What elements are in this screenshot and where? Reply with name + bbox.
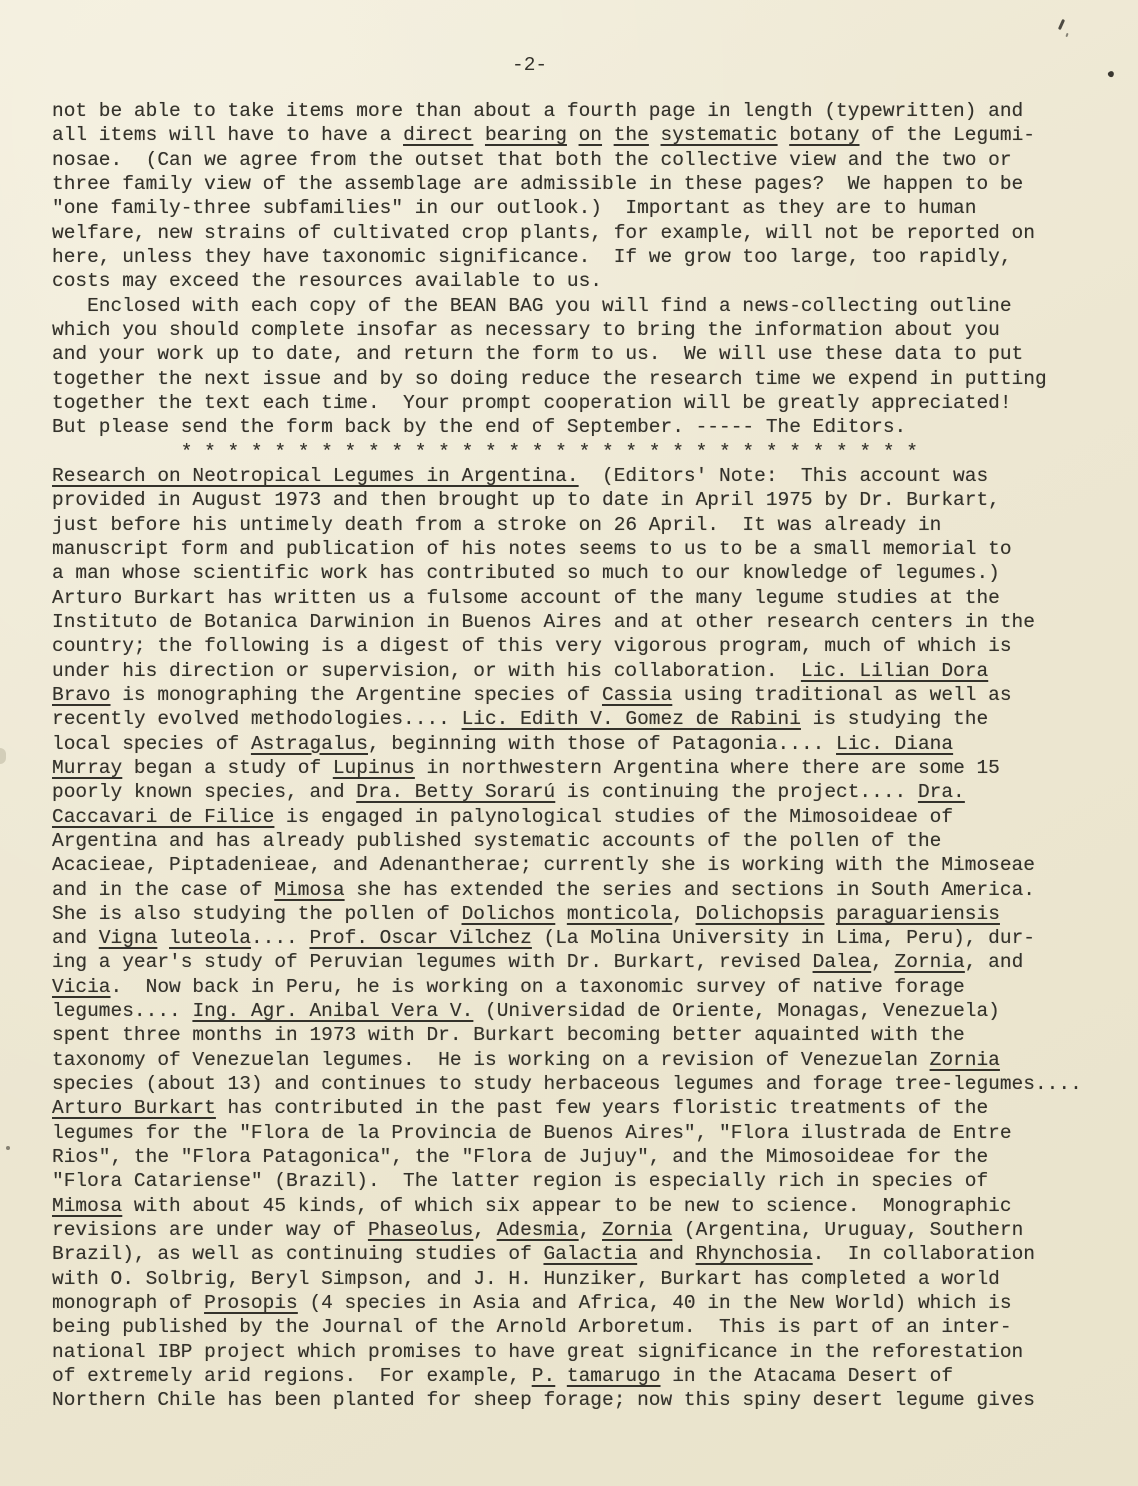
text-segment: (Universidad de Oriente, Monagas, Venezuela) — [473, 1000, 1000, 1023]
text-line — [52, 294, 1122, 318]
text-line — [52, 561, 1122, 585]
text-line — [52, 1194, 1122, 1218]
text-segment: But please send the form back by the end of September. ----- The Editors. — [52, 416, 907, 439]
text-line — [52, 1121, 1122, 1145]
text-line — [52, 950, 1122, 974]
text-line — [52, 1267, 1122, 1291]
text-line — [52, 1388, 1122, 1412]
text-line — [52, 732, 1122, 756]
text-segment: a man whose scientific work has contributed so much to our knowledge of legumes.) — [52, 562, 1000, 585]
edge-smudge — [0, 748, 6, 764]
text-segment: country; the following is a digest of this very vigorous program, much of which is — [52, 635, 1012, 658]
text-segment: . Now back in Peru, he is working on a taxonomic survey of native forage — [110, 975, 965, 998]
text-segment: in northwestern Argentina where there are some 15 — [414, 756, 1000, 779]
text-line — [52, 610, 1122, 634]
text-line — [52, 853, 1122, 877]
text-segment: using traditional as well as — [672, 683, 1012, 706]
text-segment: monograph of — [52, 1292, 205, 1315]
underlined-text: Dolichos — [461, 902, 556, 925]
text-line — [52, 537, 1122, 561]
text-segment: and your work up to date, and return the form to us. We will use these data to put — [52, 343, 1024, 366]
pen-tick-mark — [1058, 19, 1065, 30]
section-divider — [52, 440, 1122, 464]
text-segment: .... — [250, 927, 310, 950]
text-segment: poorly known species, and — [52, 781, 357, 804]
text-segment — [157, 927, 169, 949]
underlined-text: paraguariensis — [836, 902, 1000, 925]
underlined-text: Vigna — [98, 927, 158, 950]
section-heading-line — [52, 464, 1122, 488]
text-line — [52, 1023, 1122, 1047]
text-segment — [778, 124, 790, 146]
text-line — [52, 488, 1122, 512]
text-segment: legumes for the "Flora de la Provincia de Buenos Aires", "Flora ilustrada de Entre — [52, 1121, 1012, 1144]
text-segment: of extremely arid regions. For example, — [52, 1365, 532, 1388]
underlined-text: the — [613, 124, 649, 147]
text-line — [52, 586, 1122, 610]
underlined-text: Vicia — [52, 975, 111, 998]
text-segment: began a study of — [122, 756, 333, 779]
text-segment: Rios", the "Flora Patagonica", the "Flora de Jujuy", and the Mimosoideae for the — [52, 1146, 989, 1169]
text-segment: three family view of the assemblage are admissible in these pages? We happen to be — [52, 172, 1024, 195]
text-segment — [555, 903, 567, 925]
text-segment: not be able to take items more than about a fourth page in length (typewritten) and — [52, 100, 1024, 122]
text-segment: provided in August 1973 and then brought up to date in April 1975 by Dr. Burkart, — [52, 489, 1000, 512]
text-line — [52, 196, 1122, 220]
underlined-text: Mimosa — [52, 1194, 123, 1217]
underlined-text: P. — [531, 1365, 556, 1388]
underlined-text: Lupinus — [332, 756, 415, 779]
text-segment: spent three months in 1973 with Dr. Burkart becoming better aquainted with the — [52, 1024, 965, 1047]
text-segment: local species of — [52, 732, 251, 755]
text-segment: Instituto de Botanica Darwinion in Buenos Aires and at other research centers in the — [52, 610, 1035, 633]
text-line — [52, 1048, 1122, 1072]
text-line — [52, 683, 1122, 707]
underlined-text: Prof. Oscar Vilchez — [309, 927, 532, 950]
underlined-text: Cassia — [602, 683, 673, 706]
text-line — [52, 1315, 1122, 1339]
text-line — [52, 415, 1122, 439]
pen-tick-mark — [1065, 33, 1068, 37]
text-line — [52, 756, 1122, 780]
text-segment: Northern Chile has been planted for sheep forage; now this spiny desert legume gives — [52, 1389, 1035, 1412]
underlined-text: Phaseolus — [367, 1219, 474, 1242]
text-segment: which you should complete insofar as necessary to bring the information about you — [52, 318, 1000, 341]
text-line — [52, 172, 1122, 196]
text-segment: is studying the — [800, 708, 989, 731]
text-line — [52, 999, 1122, 1023]
text-line — [52, 245, 1122, 269]
underlined-text: Ing. Agr. Anibal Vera V. — [192, 1000, 474, 1023]
text-line — [52, 342, 1122, 366]
text-segment — [602, 124, 614, 146]
text-segment: (Editors' Note: This account was — [578, 464, 989, 487]
text-line — [52, 634, 1122, 658]
text-line — [52, 829, 1122, 853]
underlined-text: Caccavari de Filice — [52, 805, 275, 828]
text-segment — [473, 124, 485, 146]
text-line — [52, 513, 1122, 537]
text-segment — [567, 124, 579, 146]
text-segment: , and — [964, 951, 1024, 974]
text-segment: Acacieae, Piptadenieae, and Adenantherae; currently she is working with the Mimoseae — [52, 854, 1035, 877]
underlined-text: Dra. Betty Sorarú — [356, 781, 556, 804]
text-segment: is monographing the Argentine species of — [110, 683, 602, 706]
text-line — [52, 1072, 1122, 1096]
text-segment: just before his untimely death from a stroke on 26 April. It was already in — [52, 513, 942, 536]
underlined-text: botany — [789, 124, 860, 147]
underlined-text: Prosopis — [204, 1292, 298, 1315]
underlined-text: on — [578, 124, 603, 147]
text-segment: Brazil), as well as continuing studies of — [52, 1243, 544, 1266]
text-segment: , — [578, 1219, 603, 1242]
text-segment: here, unless they have taxonomic significance. If we grow too large, too rapidly, — [52, 245, 1012, 268]
text-segment: (4 species in Asia and Africa, 40 in the New World) which is — [297, 1292, 1012, 1315]
text-segment: together the next issue and by so doing reduce the research time we expend in putting — [52, 367, 1047, 390]
underlined-text: Dalea — [812, 951, 872, 974]
text-segment — [649, 124, 661, 146]
text-line — [52, 707, 1122, 731]
underlined-text: Astragalus — [250, 732, 368, 755]
underlined-text: Arturo Burkart — [52, 1097, 216, 1120]
document-body — [52, 99, 1122, 1413]
underlined-text: bearing — [484, 124, 567, 147]
text-line — [52, 221, 1122, 245]
text-segment: , beginning with those of Patagonia.... — [367, 732, 837, 755]
underlined-text: Bravo — [52, 683, 111, 706]
text-segment: , — [672, 902, 696, 925]
text-line — [52, 269, 1122, 293]
text-line — [52, 902, 1122, 926]
text-line — [52, 659, 1122, 683]
ink-dot-mark — [1107, 70, 1115, 78]
text-segment: nosae. (Can we agree from the outset that both the collective view and the two or — [52, 148, 1012, 171]
text-line — [52, 1364, 1122, 1388]
text-segment: revisions are under way of — [52, 1219, 368, 1242]
text-line — [52, 99, 1122, 123]
text-segment: taxonomy of Venezuelan legumes. He is working on a revision of Venezuelan — [52, 1048, 930, 1071]
margin-speck — [6, 1146, 10, 1150]
underlined-text: Dolichopsis — [695, 902, 825, 925]
underlined-text: Lic. Edith V. Gomez de Rabini — [461, 708, 801, 731]
text-segment: ing a year's study of Peruvian legumes with Dr. Burkart, revised — [52, 951, 813, 974]
text-line — [52, 805, 1122, 829]
page-number: -2- — [512, 54, 548, 76]
text-segment: is engaged in palynological studies of the Mimosoideae of — [274, 805, 954, 828]
text-segment: of the Legumi- — [859, 124, 1036, 147]
text-line — [52, 1145, 1122, 1169]
text-segment: "Flora Catariense" (Brazil). The latter region is especially rich in species of — [52, 1170, 989, 1193]
text-line — [52, 318, 1122, 342]
text-segment — [824, 903, 836, 925]
text-segment: and — [52, 927, 99, 950]
text-line — [52, 123, 1122, 147]
underlined-text: Adesmia — [496, 1219, 579, 1242]
text-segment: with about 45 kinds, of which six appear to be new to science. Monographic — [122, 1194, 1012, 1217]
text-segment: legumes.... — [52, 1000, 193, 1023]
text-segment: welfare, new strains of cultivated crop plants, for example, will not be reported on — [52, 221, 1035, 244]
text-line — [52, 391, 1122, 415]
text-segment — [555, 1365, 567, 1387]
text-segment: in the Atacama Desert of — [660, 1365, 954, 1388]
text-segment: and — [637, 1243, 696, 1266]
text-segment: . In collaboration — [812, 1243, 1035, 1266]
text-line — [52, 148, 1122, 172]
text-line — [52, 1218, 1122, 1242]
text-segment: together the text each time. Your prompt cooperation will be greatly appreciated! — [52, 391, 1012, 414]
text-segment: species (about 13) and continues to study herbaceous legumes and forage tree-legumes.... — [52, 1073, 1082, 1096]
text-line — [52, 367, 1122, 391]
underlined-text: Zornia — [929, 1048, 1000, 1071]
text-line — [52, 1291, 1122, 1315]
text-segment: national IBP project which promises to have great significance in the reforestation — [52, 1340, 1024, 1363]
underlined-text: Galactia — [543, 1243, 638, 1266]
underlined-text: Mimosa — [274, 878, 345, 901]
text-segment: under his direction or supervision, or with his collaboration. — [52, 659, 801, 682]
underlined-text: tamarugo — [566, 1365, 661, 1388]
text-segment: "one family-three subfamilies" in our outlook.) Important as they are to human — [52, 197, 977, 220]
underlined-text: direct — [403, 124, 474, 147]
underlined-text: luteola — [169, 927, 251, 950]
underlined-text: Dra. — [917, 781, 965, 804]
text-segment: * * * * * * * * * * * * * * * * * * * * * * * * * * * * * * * * — [180, 440, 918, 463]
underlined-text: Murray — [52, 756, 123, 779]
text-segment: Enclosed with each copy of the BEAN BAG you will find a news-collecting outline — [87, 294, 1012, 317]
text-segment: costs may exceed the resources available to us. — [52, 270, 602, 293]
text-line — [52, 1242, 1122, 1266]
text-segment: manuscript form and publication of his notes seems to us to be a small memorial to — [52, 537, 1012, 560]
text-line — [52, 1096, 1122, 1120]
underlined-text: systematic — [660, 124, 778, 147]
text-segment: all items will have to have a — [52, 124, 404, 147]
text-line — [52, 926, 1122, 950]
text-line — [52, 780, 1122, 804]
text-segment: is continuing the project.... — [555, 781, 918, 804]
underlined-text: Zornia — [894, 951, 965, 974]
text-segment: with O. Solbrig, Beryl Simpson, and J. H. Hunziker, Burkart has completed a world — [52, 1267, 1000, 1290]
text-segment: Arturo Burkart has written us a fulsome account of the many legume studies at the — [52, 586, 1000, 609]
text-line — [52, 1169, 1122, 1193]
text-segment: (La Molina University in Lima, Peru), dur- — [531, 927, 1035, 950]
text-line — [52, 1340, 1122, 1364]
underlined-text: Lic. Diana — [836, 732, 954, 755]
text-segment: , — [871, 951, 895, 974]
underlined-text: Rhynchosia — [695, 1243, 813, 1266]
text-segment: has contributed in the past few years floristic treatments of the — [215, 1097, 989, 1120]
text-line — [52, 878, 1122, 902]
underlined-text: Zornia — [602, 1219, 673, 1242]
text-line — [52, 975, 1122, 999]
text-segment: she has extended the series and sections in South America. — [344, 878, 1035, 901]
text-segment: She is also studying the pollen of — [52, 902, 462, 925]
text-segment: , — [473, 1219, 497, 1242]
underlined-text: Lic. Lilian Dora — [800, 659, 989, 682]
text-segment: recently evolved methodologies.... — [52, 708, 462, 731]
underlined-text: Research on Neotropical Legumes in Argentina. — [52, 464, 579, 487]
text-segment: and in the case of — [52, 878, 275, 901]
underlined-text: monticola — [566, 902, 673, 925]
text-segment: (Argentina, Uruguay, Southern — [672, 1219, 1024, 1242]
text-segment: being published by the Journal of the Arnold Arboretum. This is part of an inter- — [52, 1316, 1012, 1339]
text-segment: Argentina and has already published systematic accounts of the pollen of the — [52, 829, 942, 852]
